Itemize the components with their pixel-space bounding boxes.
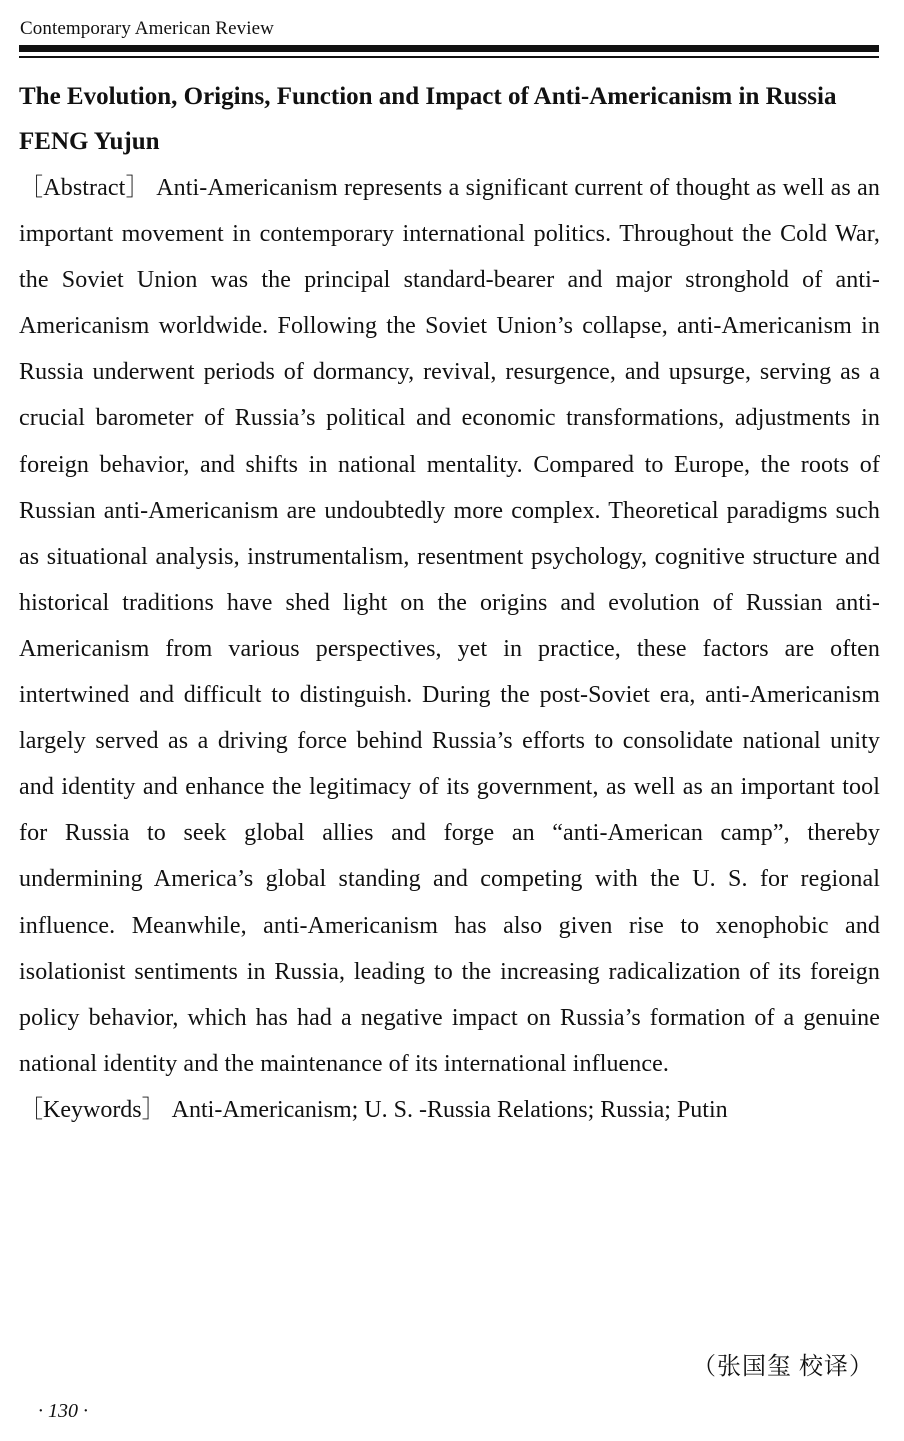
keywords-paragraph <box>19 1087 880 1133</box>
abstract-text: Anti-Americanism represents a significant current of thought as well as an important movement in contemporary international politics. Throughout the Cold War, the Soviet Union was the principal standard-bearer and major stronghold of anti-Americanism worldwide. Following the Soviet Union’s collapse, anti-Americanism in Russia underwent periods of dormancy, revival, resurgence, and upsurge, serving as a crucial barometer of Russia’s political and economic transformations, adjustments in foreign behavior, and shifts in national mentality. Compared to Europe, the roots of Russian anti-Americanism are undoubtedly more complex. Theoretical paradigms such as situational analysis, instrumentalism, resentment psychology, cognitive structure and historical traditions have shed light on the origins and evolution of Russian anti-Americanism from various perspectives, yet in practice, these factors are often intertwined and difficult to distinguish. During the post-Soviet era, anti-Americanism largely served as a driving force behind Russia’s efforts to consolidate national unity and identity and enhance the legitimacy of its government, as well as an important tool for Russia to seek global allies and forge an “anti-American camp”, thereby undermining America’s global standing and competing with the U. S. for regional influence. Meanwhile, anti-Americanism has also given rise to xenophobic and isolationist sentiments in Russia, leading to the increasing radicalization of its foreign policy behavior, which has had a negative impact on Russia’s formation of a genuine national identity and the maintenance of its international influence. <box>19 175 880 1077</box>
header-rule-thin <box>19 56 879 58</box>
article-title: The Evolution, Origins, Function and Impact of Anti-Americanism in Russia <box>19 83 837 110</box>
article-author: FENG Yujun <box>19 128 160 155</box>
journal-header: Contemporary American Review <box>20 18 274 39</box>
article-body <box>19 75 880 1133</box>
translator-credit: （张国玺 校译） <box>692 1354 874 1380</box>
header-rule-thick <box>19 45 879 52</box>
keywords-text: Anti-Americanism; U. S. -Russia Relations; Russia; Putin <box>171 1096 728 1123</box>
abstract-label: ［Abstract］ <box>19 175 150 201</box>
abstract-paragraph <box>19 165 880 1087</box>
page-number: · 130 · <box>38 1400 88 1422</box>
keywords-label: ［Keywords］ <box>19 1096 166 1123</box>
